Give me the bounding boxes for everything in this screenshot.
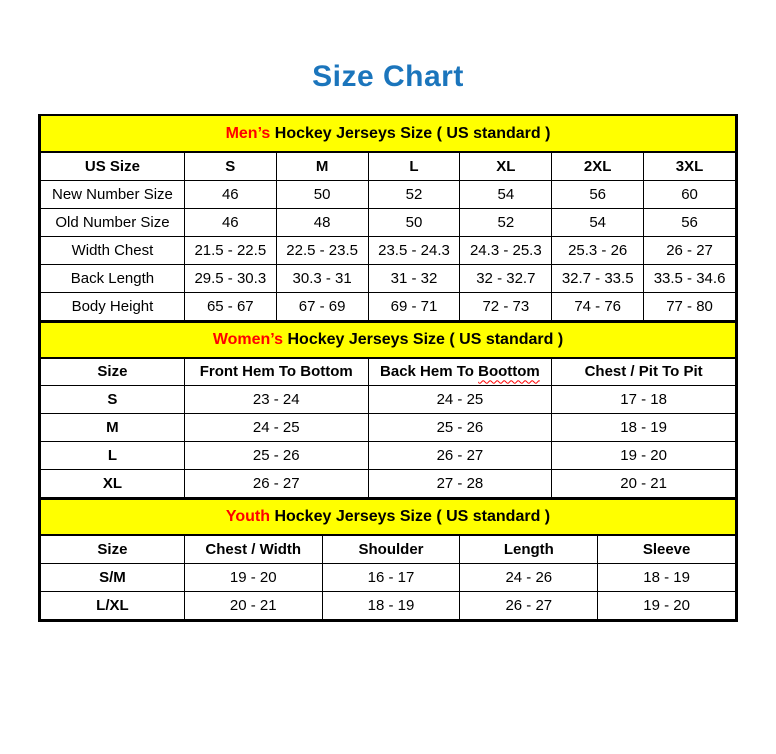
cell-value: 32 - 32.7: [460, 264, 552, 292]
misspelled-word: Boottom: [478, 363, 540, 381]
cell-value: 17 - 18: [552, 386, 736, 414]
section-title-womens: [41, 322, 736, 358]
cell-value: 20 - 21: [184, 591, 322, 619]
cell-value: 26 - 27: [368, 442, 552, 470]
table-row: [41, 264, 736, 292]
row-label: L/XL: [41, 591, 185, 619]
size-table-womens: [40, 321, 736, 499]
column-header: Chest / Width: [184, 535, 322, 563]
cell-value: 19 - 20: [552, 442, 736, 470]
row-label: S/M: [41, 563, 185, 591]
cell-value: 54: [460, 180, 552, 208]
cell-value: 33.5 - 34.6: [644, 264, 736, 292]
cell-value: 29.5 - 30.3: [184, 264, 276, 292]
header-row: [41, 358, 736, 386]
cell-value: 50: [276, 180, 368, 208]
cell-value: 19 - 20: [184, 563, 322, 591]
header-row: [41, 535, 736, 563]
cell-value: 74 - 76: [552, 292, 644, 320]
section-title-text: Hockey Jerseys Size ( US standard ): [270, 124, 551, 142]
column-header: Front Hem To Bottom: [184, 358, 368, 386]
section-title-accent: Men’s: [225, 124, 271, 142]
row-label: L: [41, 442, 185, 470]
table-row: [41, 386, 736, 414]
table-row: [41, 292, 736, 320]
size-table-mens: [40, 116, 736, 321]
column-header: Size: [41, 358, 185, 386]
section-title-accent: Youth: [225, 508, 270, 525]
cell-value: 46: [184, 208, 276, 236]
cell-value: 56: [644, 208, 736, 236]
section-title-text: Hockey Jerseys Size ( US standard ): [283, 330, 564, 348]
table-row: [41, 591, 736, 619]
column-header: Chest / Pit To Pit: [552, 358, 736, 386]
cell-value: 30.3 - 31: [276, 264, 368, 292]
column-header: S: [184, 152, 276, 180]
cell-value: 52: [460, 208, 552, 236]
size-chart-page: [0, 62, 776, 622]
row-label: Width Chest: [41, 236, 185, 264]
cell-value: 52: [368, 180, 460, 208]
row-label: Old Number Size: [41, 208, 185, 236]
page-title: Size Chart: [312, 60, 464, 93]
cell-value: 69 - 71: [368, 292, 460, 320]
cell-value: 25.3 - 26: [552, 236, 644, 264]
cell-value: 54: [552, 208, 644, 236]
section-title-text: Hockey Jerseys Size ( US standard ): [270, 508, 551, 525]
table-row: [41, 236, 736, 264]
table-row: [41, 208, 736, 236]
column-header: L: [368, 152, 460, 180]
row-label: New Number Size: [41, 180, 185, 208]
cell-value: 22.5 - 23.5: [276, 236, 368, 264]
column-header: XL: [460, 152, 552, 180]
cell-value: 18 - 19: [322, 591, 460, 619]
cell-value: 25 - 26: [184, 442, 368, 470]
column-header: Sleeve: [598, 535, 736, 563]
cell-value: 67 - 69: [276, 292, 368, 320]
table-row: [41, 180, 736, 208]
section-title-accent: Women’s: [212, 330, 284, 348]
table-row: [41, 563, 736, 591]
section-title-mens: [41, 116, 736, 152]
row-label: Back Length: [41, 264, 185, 292]
column-header: M: [276, 152, 368, 180]
cell-value: 50: [368, 208, 460, 236]
cell-value: 24 - 26: [460, 563, 598, 591]
column-header: Back Hem To Boottom: [368, 358, 552, 386]
cell-value: 26 - 27: [184, 470, 368, 498]
section-title-youth: [41, 499, 736, 535]
row-label: XL: [41, 470, 185, 498]
cell-value: 48: [276, 208, 368, 236]
cell-value: 25 - 26: [368, 414, 552, 442]
column-header: 2XL: [552, 152, 644, 180]
row-label: Body Height: [41, 292, 185, 320]
cell-value: 56: [552, 180, 644, 208]
cell-value: 24 - 25: [184, 414, 368, 442]
row-label: S: [41, 386, 185, 414]
column-header: US Size: [41, 152, 185, 180]
cell-value: 18 - 19: [598, 563, 736, 591]
column-header: Length: [460, 535, 598, 563]
cell-value: 24 - 25: [368, 386, 552, 414]
size-table-youth: [40, 498, 736, 620]
cell-value: 19 - 20: [598, 591, 736, 619]
cell-value: 65 - 67: [184, 292, 276, 320]
cell-value: 46: [184, 180, 276, 208]
cell-value: 32.7 - 33.5: [552, 264, 644, 292]
table-row: [41, 470, 736, 498]
column-header: Size: [41, 535, 185, 563]
table-row: [41, 442, 736, 470]
size-chart: [38, 114, 738, 622]
row-label: M: [41, 414, 185, 442]
cell-value: 21.5 - 22.5: [184, 236, 276, 264]
cell-value: 18 - 19: [552, 414, 736, 442]
cell-value: 72 - 73: [460, 292, 552, 320]
cell-value: 26 - 27: [644, 236, 736, 264]
cell-value: 31 - 32: [368, 264, 460, 292]
cell-value: 16 - 17: [322, 563, 460, 591]
cell-value: 27 - 28: [368, 470, 552, 498]
column-header: Shoulder: [322, 535, 460, 563]
column-header: 3XL: [644, 152, 736, 180]
header-row: [41, 152, 736, 180]
cell-value: 23 - 24: [184, 386, 368, 414]
cell-value: 77 - 80: [644, 292, 736, 320]
cell-value: 20 - 21: [552, 470, 736, 498]
cell-value: 24.3 - 25.3: [460, 236, 552, 264]
table-row: [41, 414, 736, 442]
cell-value: 23.5 - 24.3: [368, 236, 460, 264]
cell-value: 26 - 27: [460, 591, 598, 619]
cell-value: 60: [644, 180, 736, 208]
